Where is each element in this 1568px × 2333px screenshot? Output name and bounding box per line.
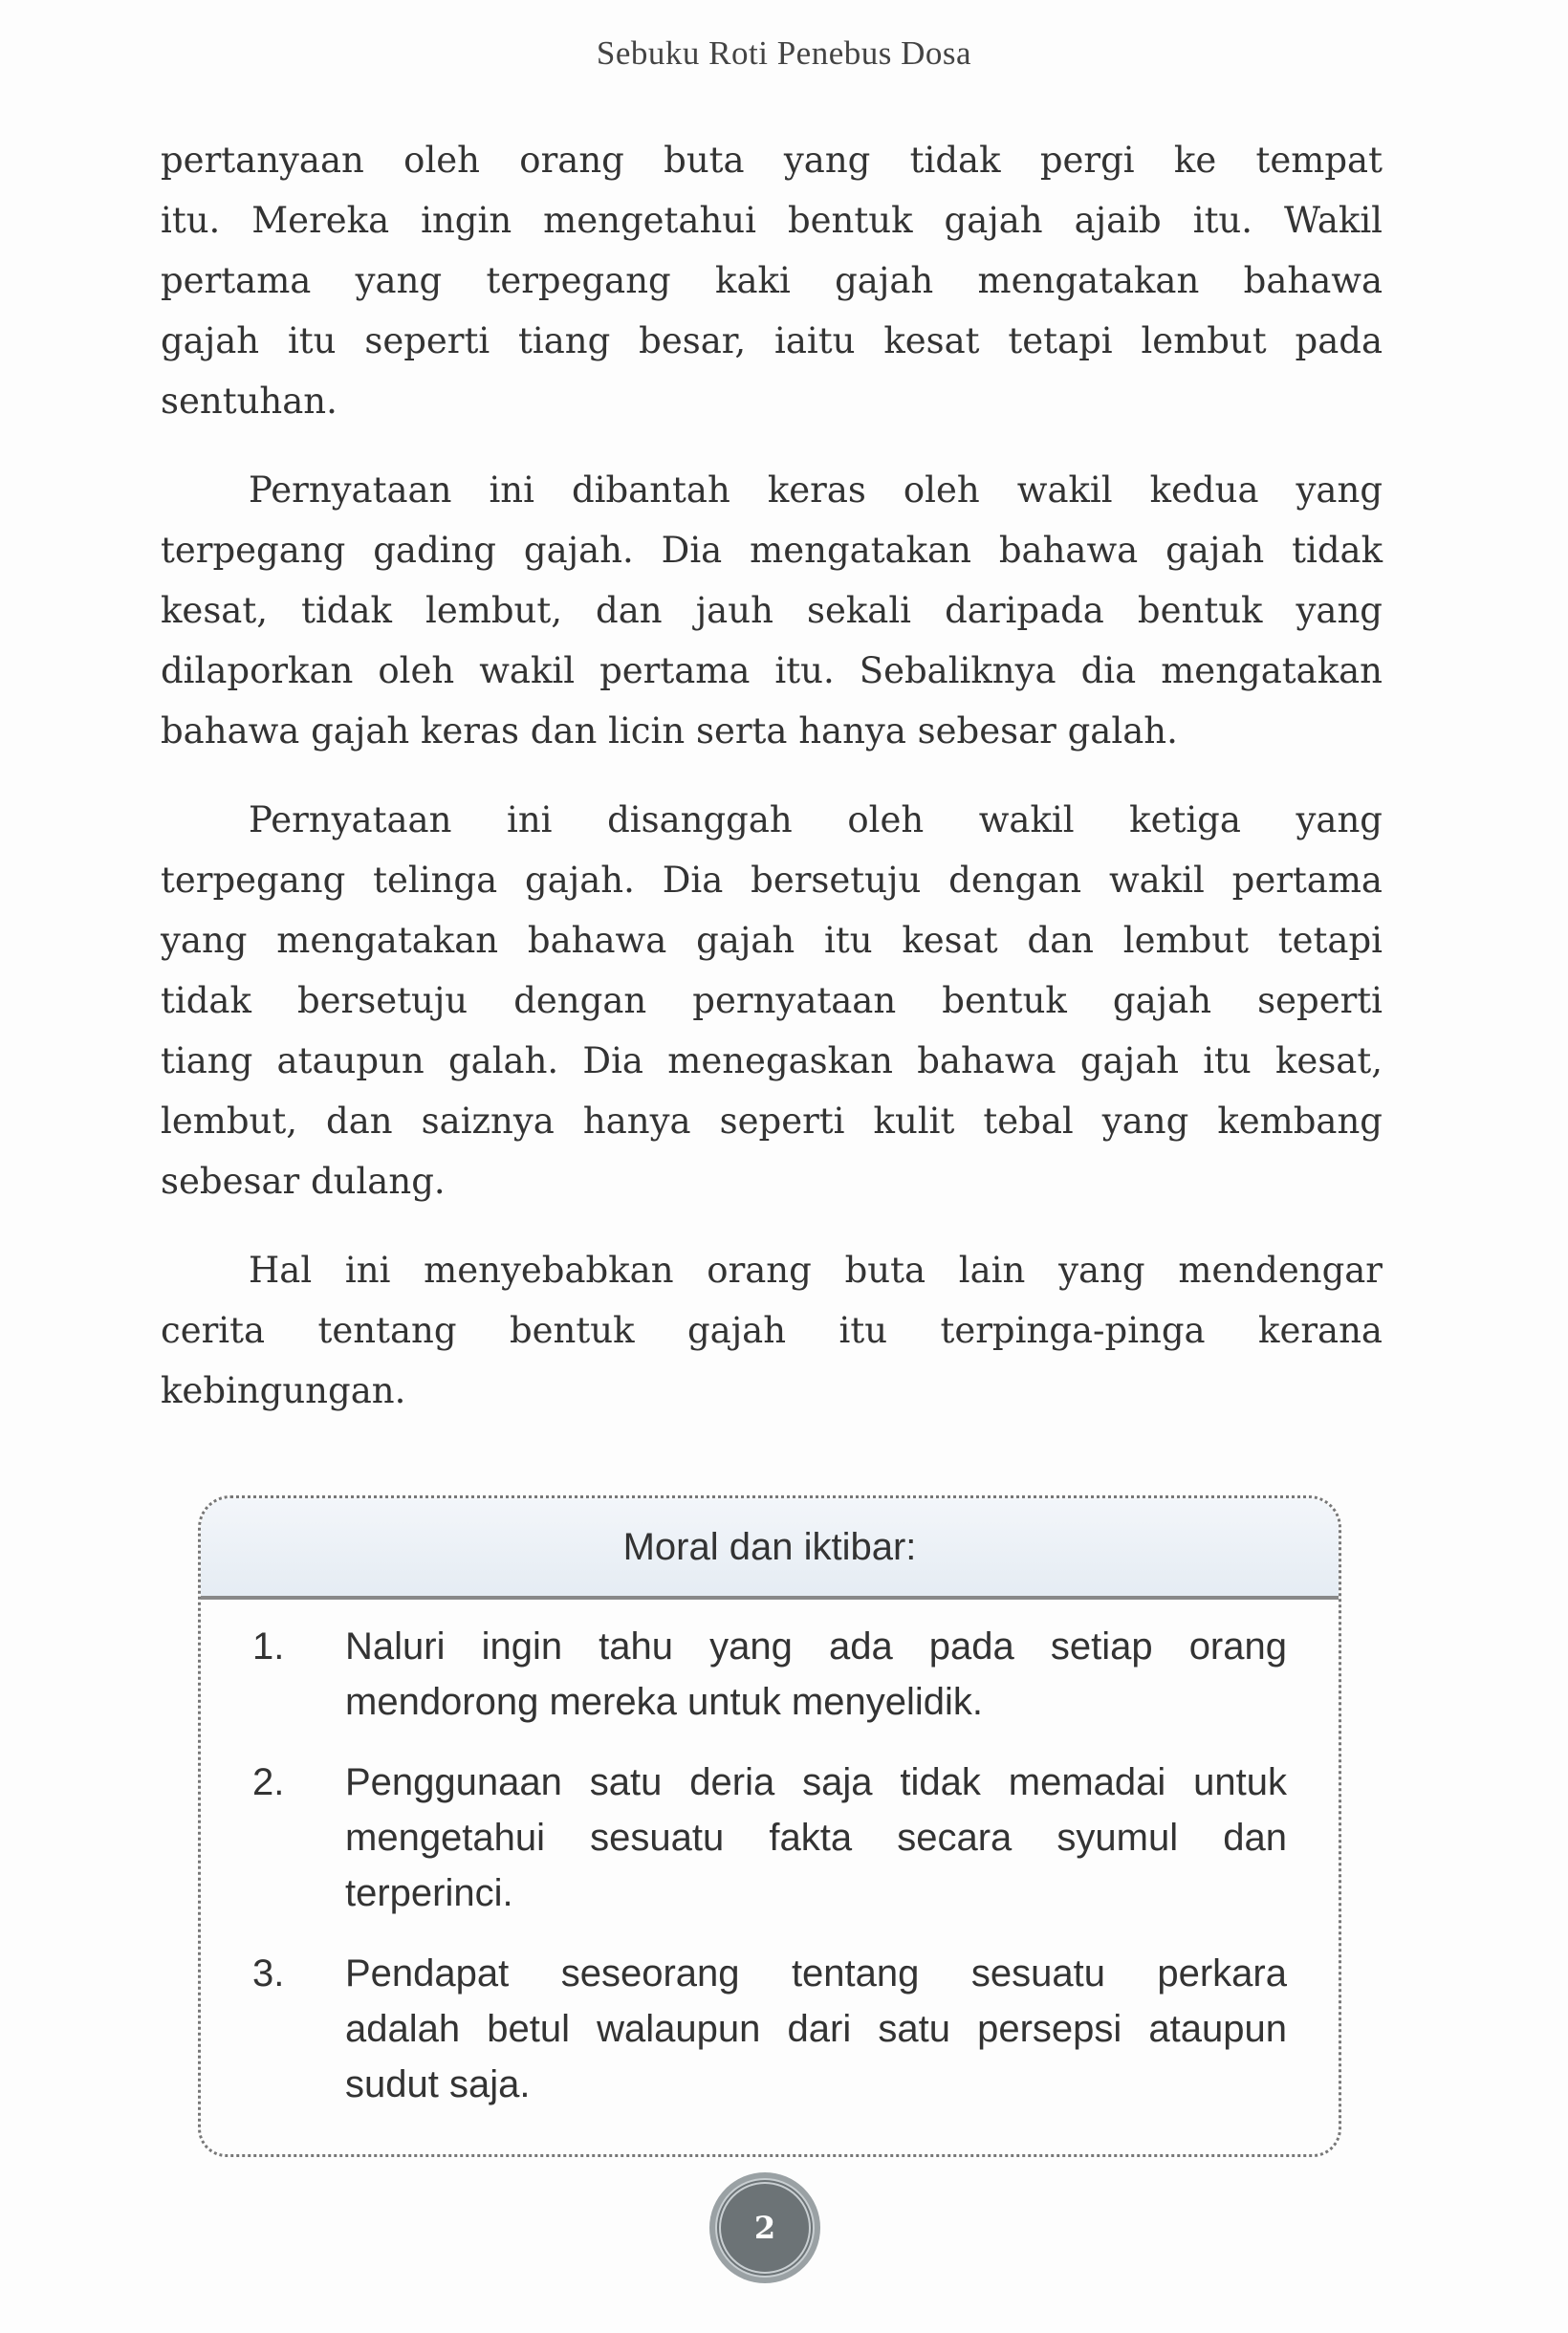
running-head: Sebuku Roti Penebus Dosa [596,34,972,72]
text-line: Pernyataan ini disanggah oleh wakil ketiga yang [249,799,1383,840]
text-line: Pernyataan ini dibantah keras oleh wakil kedua yang [249,469,1383,511]
moral-item [252,1946,1287,2112]
moral-item [252,1619,1287,1730]
text-line: kesat, tidak lembut, dan jauh sekali daripada bentuk yang [161,590,1383,631]
text-line: sentuhan. [161,381,338,422]
item-number: 2. [252,1761,285,1803]
text-line: Naluri ingin tahu yang ada pada setiap orang [345,1625,1287,1668]
paragraph [161,790,1383,1211]
text-line: pertama yang terpegang kaki gajah mengatakan bahawa [161,260,1383,301]
text-line: Hal ini menyebabkan orang buta lain yang mendengar [249,1250,1383,1291]
item-text [345,1619,1287,1730]
text-line: terperinci. [345,1872,513,1914]
item-text [345,1755,1287,1921]
item-number: 1. [252,1625,285,1668]
paragraph [161,1240,1383,1421]
text-line: lembut, dan saiznya hanya seperti kulit tebal yang kembang [161,1101,1383,1142]
body-text [161,130,1383,1450]
paragraph [161,460,1383,761]
moral-box [198,1495,1341,2157]
text-line: terpegang gading gajah. Dia mengatakan bahawa gajah tidak [161,530,1383,571]
text-line: Penggunaan satu deria saja tidak memadai untuk [345,1761,1287,1803]
text-line: pertanyaan oleh orang buta yang tidak pergi ke tempat [161,140,1383,181]
text-line: terpegang telinga gajah. Dia bersetuju dengan wakil pertama [161,860,1383,901]
text-line: gajah itu seperti tiang besar, iaitu kesat tetapi lembut pada [161,320,1383,361]
text-line: Pendapat seseorang tentang sesuatu perkara [345,1952,1287,1995]
text-line: adalah betul walaupun dari satu persepsi ataupun [345,2008,1287,2050]
text-line: sudut saja. [345,2063,531,2105]
text-line: mendorong mereka untuk menyelidik. [345,1681,984,1723]
text-line: itu. Mereka ingin mengetahui bentuk gajah ajaib itu. Wakil [161,200,1383,241]
paragraph [161,130,1383,431]
text-line: tiang ataupun galah. Dia menegaskan bahawa gajah itu kesat, [161,1040,1383,1081]
text-line: dilaporkan oleh wakil pertama itu. Sebaliknya dia mengatakan [161,650,1383,691]
page-number: 2 [715,2178,815,2278]
moral-list [201,1600,1339,2112]
moral-item [252,1755,1287,1921]
moral-title: Moral dan iktibar: [201,1498,1339,1600]
text-line: yang mengatakan bahawa gajah itu kesat dan lembut tetapi [161,920,1383,961]
item-text [345,1946,1287,2112]
item-number: 3. [252,1952,285,1995]
text-line: tidak bersetuju dengan pernyataan bentuk gajah seperti [161,980,1383,1021]
text-line: bahawa gajah keras dan licin serta hanya sebesar galah. [161,710,1178,752]
text-line: kebingungan. [161,1370,406,1411]
text-line: mengetahui sesuatu fakta secara syumul dan [345,1817,1287,1859]
text-line: sebesar dulang. [161,1161,446,1202]
text-line: cerita tentang bentuk gajah itu terpinga-pinga kerana [161,1310,1383,1351]
